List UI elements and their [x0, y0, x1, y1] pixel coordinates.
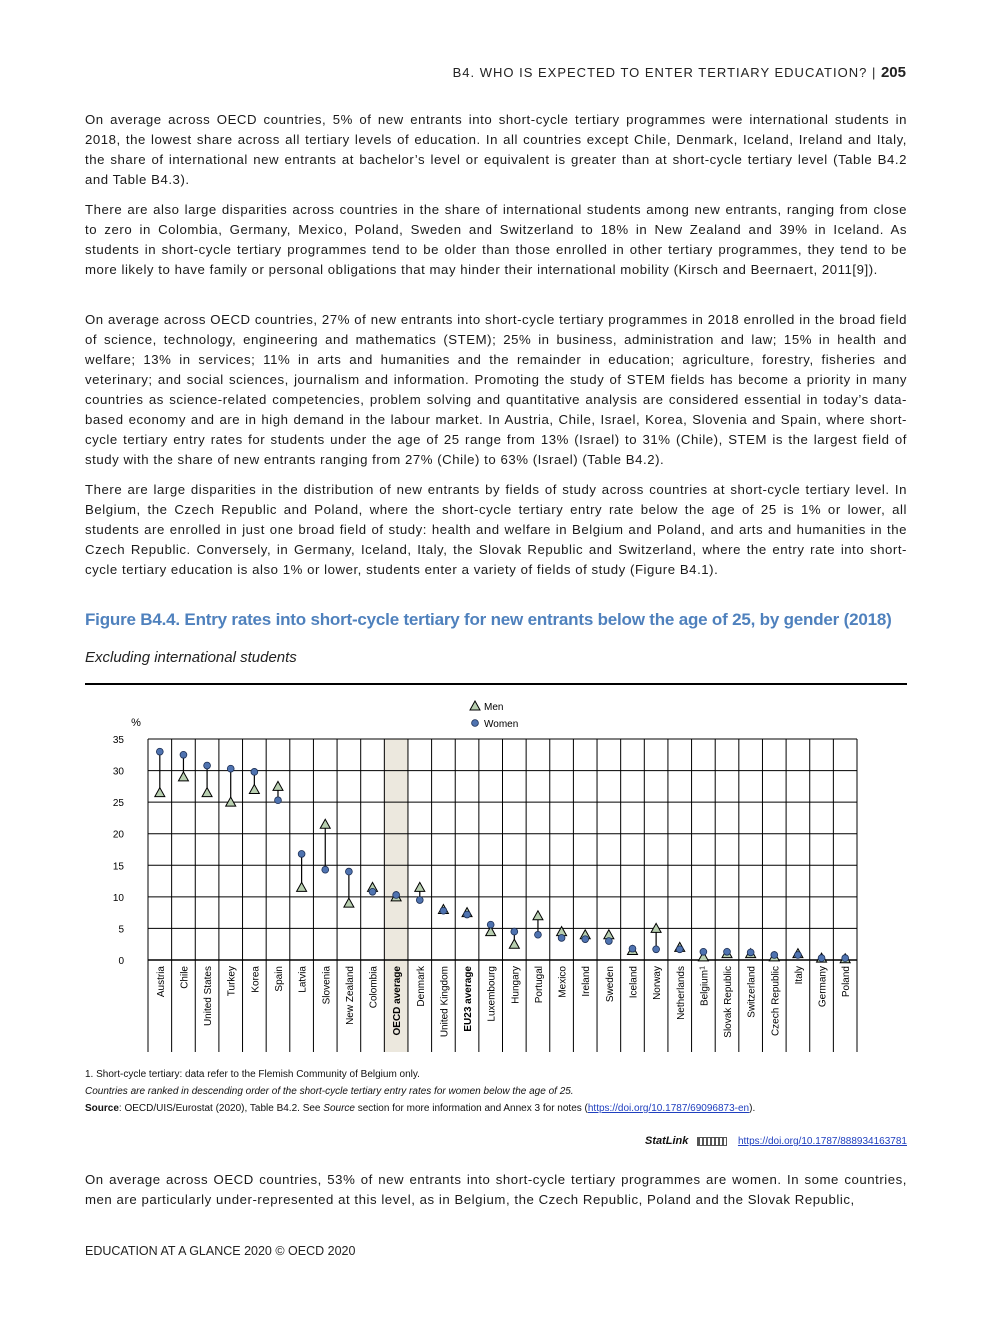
paragraph-4: There are large disparities in the distribution of new entrants by fields of study across countries at short-cycle tertiary level. In Belgium, the Czech Republic and Poland, where the short-cycle tertiary entry rate below the age of 25 is 1% or lower, all students are enrolled in just one broad field of study: health and welfare in Belgium and Poland, and arts and humanities in the Czech Republic. Conversely, in Germany, Iceland, Italy, the Slovak Republic and Switzerland, where the entry rate into short-cycle tertiary education is also 1% or lower, students enter a variety of fields of study (Figure B4.1). — [85, 482, 907, 577]
women-marker — [464, 911, 471, 918]
y-tick-label: 0 — [118, 956, 124, 967]
women-marker — [842, 955, 849, 962]
category-label: Korea — [250, 966, 262, 993]
y-tick-label: 35 — [112, 735, 124, 746]
category-label: Denmark — [415, 966, 427, 1007]
category-label: Switzerland — [746, 966, 758, 1018]
paragraph-1: On average across OECD countries, 5% of new entrants into short-cycle tertiary programmes were international students in 2018, the lowest share across all tertiary levels of education. In all countries except Chile, Denmark, Iceland, Ireland and Italy, the share of international new entrants at bachelor’s level or equivalent is greater than at short-cycle tertiary level (Table B4.2 and Table B4.3). — [85, 112, 907, 187]
category-label: Spain — [273, 966, 285, 992]
legend-men-label: Men — [484, 702, 504, 713]
women-marker — [369, 888, 376, 895]
y-axis-label: % — [131, 717, 141, 729]
running-header-title: B4. WHO IS EXPECTED TO ENTER TERTIARY EDUCATION? — [452, 65, 868, 80]
men-marker — [273, 781, 283, 790]
figure-top-rule — [85, 683, 907, 685]
footnote-1: 1. Short-cycle tertiary: data refer to the Flemish Community of Belgium only. — [85, 1069, 420, 1080]
women-marker — [747, 949, 754, 956]
category-label: EU23 average — [463, 966, 475, 1032]
source-note — [85, 1100, 907, 1117]
category-label: Mexico — [557, 966, 569, 998]
footnote-mark: 1 — [698, 966, 706, 970]
legend-men-marker — [470, 701, 480, 710]
men-marker — [415, 882, 425, 891]
category-label: OECD average — [392, 966, 404, 1036]
figure-subtitle: Excluding international students — [85, 649, 297, 666]
figure-notes — [85, 1066, 907, 1117]
men-marker — [297, 882, 307, 891]
women-marker — [204, 762, 211, 769]
women-marker — [487, 921, 494, 928]
category-label: Turkey — [226, 966, 238, 997]
category-label: Norway — [652, 966, 664, 1000]
category-label: Latvia — [297, 966, 309, 993]
legend-women-label: Women — [484, 719, 519, 730]
statlink-logo: StatLink — [644, 1135, 689, 1147]
women-marker — [180, 751, 187, 758]
men-marker — [344, 898, 354, 907]
category-label: New Zealand — [344, 966, 356, 1025]
paragraph-2: There are also large disparities across countries in the share of international students among new entrants, ranging from close to zero in Colombia, Germany, Mexico, Poland, Sweden and Switzerland to 18% in New Zealand and 39% in Iceland. As students in short-cycle tertiary programmes tend to be older than those enrolled in other tertiary programmes, they tend to be more likely to have family or personal obligations that may hinder their international mobility (Kirsch and Beernaert, 2011[9]). — [85, 202, 907, 277]
category-label: Italy — [793, 966, 805, 985]
statlink-url[interactable]: https://doi.org/10.1787/888934163781 — [737, 1136, 907, 1147]
figure-title: Figure B4.4. Entry rates into short-cycle tertiary for new entrants below the age of 25, by gender (2018) — [85, 610, 892, 629]
category-label: Austria — [155, 966, 167, 998]
category-label: Portugal — [533, 966, 545, 1004]
running-header-separator: | — [871, 65, 877, 80]
men-marker — [533, 911, 543, 920]
paragraph-5: On average across OECD countries, 53% of new entrants into short-cycle tertiary programmes are women. In some countries, men are particularly under-represented at this level, as in Belgium, the Czech Republic, Poland and the Slovak Republic, — [85, 1172, 907, 1207]
page-footer: EDUCATION AT A GLANCE 2020 © OECD 2020 — [85, 1244, 356, 1258]
legend-women-marker — [472, 720, 479, 727]
women-marker — [535, 931, 542, 938]
women-marker — [511, 928, 518, 935]
page-number: 205 — [880, 64, 906, 81]
men-marker — [178, 772, 188, 781]
women-marker — [416, 897, 423, 904]
source-text-3: ). — [749, 1103, 756, 1114]
category-label: Chile — [179, 966, 191, 989]
category-label: Slovenia — [321, 966, 333, 1005]
ranking-note: Countries are ranked in descending order of the short-cycle tertiary entry rates for women below the age of 25. — [85, 1086, 574, 1097]
women-marker — [345, 868, 352, 875]
category-label: Ireland — [581, 966, 593, 997]
men-marker — [155, 788, 165, 797]
source-label: Source — [85, 1103, 119, 1114]
category-label: Belgium$^1$ — [698, 966, 711, 1007]
y-tick-label: 25 — [112, 798, 124, 810]
women-marker — [322, 866, 329, 873]
category-label: Poland — [841, 966, 853, 998]
category-label: Czech Republic — [770, 966, 782, 1037]
y-tick-label: 15 — [112, 861, 124, 873]
women-marker — [724, 948, 731, 955]
y-tick-label: 5 — [118, 924, 124, 936]
women-marker — [558, 935, 565, 942]
women-marker — [156, 748, 163, 755]
women-marker — [700, 948, 707, 955]
women-marker — [818, 955, 825, 962]
category-label: Colombia — [368, 966, 380, 1009]
men-marker — [202, 788, 212, 797]
statlink-icon — [697, 1137, 727, 1146]
women-marker — [275, 797, 282, 804]
source-text-1: : OECD/UIS/Eurostat (2020), Table B4.2. See — [118, 1103, 324, 1114]
source-text-2: section for more information and Annex 3 for notes ( — [354, 1103, 588, 1114]
category-label: United States — [203, 966, 215, 1027]
women-marker — [795, 952, 802, 959]
entry-rates-chart — [85, 690, 907, 1060]
category-label: Sweden — [604, 966, 616, 1003]
source-italic: Source — [323, 1103, 355, 1114]
men-marker — [249, 785, 259, 794]
category-label: United Kingdom — [439, 966, 451, 1038]
source-link[interactable]: https://doi.org/10.1787/69096873-en — [587, 1103, 750, 1114]
women-marker — [298, 851, 305, 858]
y-tick-label: 20 — [112, 829, 124, 841]
category-label: Luxembourg — [486, 966, 498, 1022]
category-label: Germany — [817, 966, 829, 1008]
category-label: Slovak Republic — [723, 966, 735, 1038]
women-marker — [771, 952, 778, 959]
women-marker — [393, 892, 400, 899]
category-label: Hungary — [510, 966, 522, 1004]
women-marker — [440, 907, 447, 914]
paragraph-3: On average across OECD countries, 27% of new entrants into short-cycle tertiary programmes in 2018 enrolled in the broad field of science, technology, engineering and mathematics (STEM); 25% in business, administration and law; 15% in health and welfare; 13% in services; 11% in arts and humanities and the remainder in education; agriculture, forestry, fisheries and veterinary; and social sciences, journalism and information. Promoting the study of STEM fields has become a priority in many countries as science-related competencies, problem solving and quantitative analysis are considered essential in today’s data-based economy and are in high demand in the labour market. In Austria, Chile, Israel, Korea, Slovenia and Spain, where short-cycle tertiary entry rates for students under the age of 25 range from 13% (Israel) to 31% (Chile), STEM is the largest field of study with the share of new entrants ranging from 27% (Chile) to 63% (Israel) (Table B4.2). — [85, 312, 907, 467]
y-tick-label: 30 — [112, 766, 124, 778]
men-marker — [320, 819, 330, 828]
category-label: Iceland — [628, 966, 640, 999]
y-tick-label: 10 — [112, 892, 124, 904]
women-marker — [251, 768, 258, 775]
men-marker — [509, 939, 519, 948]
women-marker — [629, 945, 636, 952]
running-header — [453, 64, 906, 81]
women-marker — [676, 946, 683, 953]
women-marker — [605, 938, 612, 945]
statlink — [645, 1135, 907, 1147]
women-marker — [653, 946, 660, 953]
category-label: Netherlands — [675, 966, 687, 1020]
women-marker — [582, 936, 589, 943]
women-marker — [227, 765, 234, 772]
